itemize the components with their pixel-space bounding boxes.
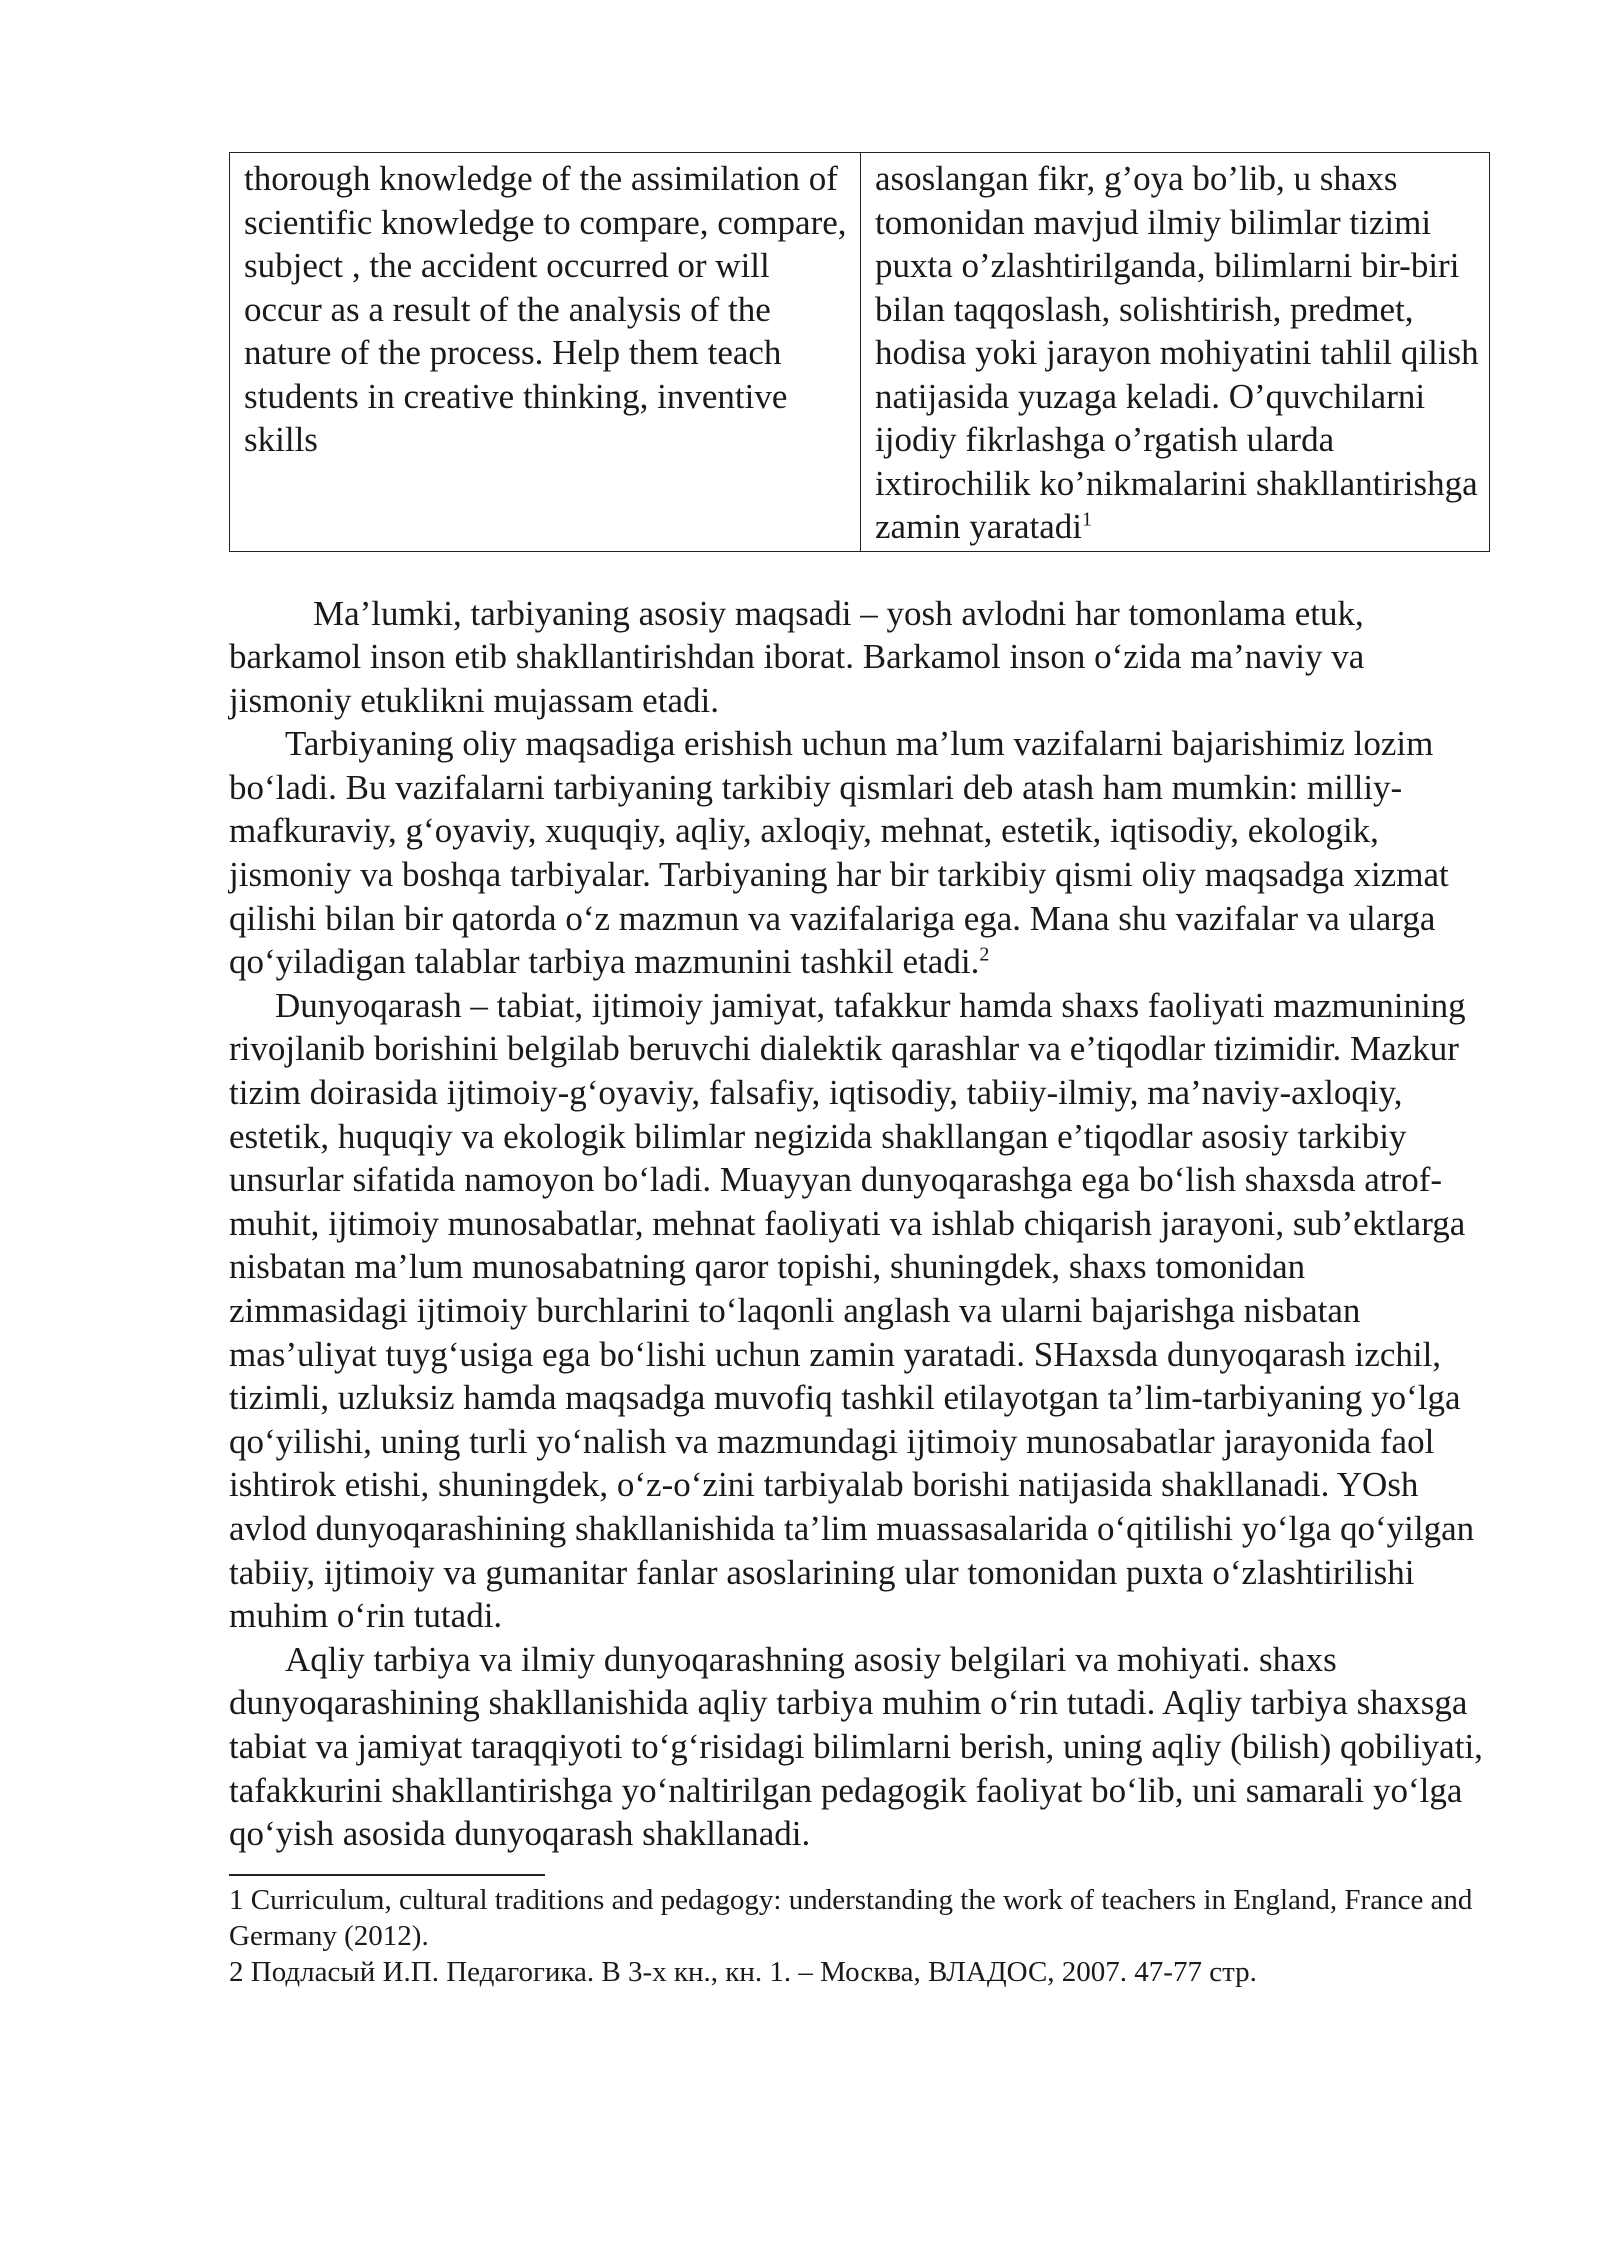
english-cell <box>230 153 861 552</box>
paragraph-4-text: Aqliy tarbiya va ilmiy dunyoqarashning asosiy belgilari va mohiyati. shaxs dunyoqarashining shakllanishida aqliy tarbiya muhim o‘rin tutadi. Aqliy tarbiya shaxsga tabiat va jamiyat taraqqiyoti to‘g‘risidagi bilimlarni berish, uning aqliy (bilish) qobiliyati, tafakkurini shakllantirishga yo‘naltirilgan pedagogik faoliyat bo‘lib, uni samarali yo‘lga qo‘yish asosida dunyoqarash shakllanadi. <box>229 1639 1483 1854</box>
uzbek-cell-text: asoslangan fikr, g’oya bo’lib, u shaxs tomonidan mavjud ilmiy bilimlar tizimi puxta o’zlashtirilganda, bilimlarni bir-biri bilan taqqoslash, solishtirish, predmet, hodisa yoki jarayon mohiyatini tahlil qilish natijasida yuzaga keladi. O’quvchilarni ijodiy fikrlashga o’rgatish ularda ixtirochilik ko’nikmalarini shakllantirishga zamin yaratadi <box>875 159 1479 546</box>
document-page <box>229 152 1490 1990</box>
footnote-1: 1 Curriculum, cultural traditions and pedagogy: understanding the work of teachers in England, France and Germany (2012). <box>229 1883 1473 1952</box>
paragraph-1 <box>229 592 1490 723</box>
body-text <box>229 592 1490 1856</box>
paragraph-2-text: Tarbiyaning oliy maqsadiga erishish uchun ma’lum vazifalarni bajarishimiz lozim bo‘ladi. Bu vazifalarni tarbiyaning tarkibiy qismlari deb atash ham mumkin: milliy-mafkuraviy, g‘oyaviy, xuquqiy, aqliy, axloqiy, mehnat, estetik, iqtisodiy, ekologik, jismoniy va boshqa tarbiyalar. Tarbiyaning har bir tarkibiy qismi oliy maqsadga xizmat qilishi bilan bir qatorda o‘z mazmun va vazifalariga ega. Mana shu vazifalar va ularga qo‘yiladigan talablar tarbiya mazmunini tashkil etadi. <box>229 724 1449 982</box>
uzbek-cell <box>861 153 1490 552</box>
paragraph-1-text: Ma’lumki, tarbiyaning asosiy maqsadi – yosh avlodni har tomonlama etuk, barkamol inson etib shakllantirishdan iborat. Barkamol inson o‘zida ma’naviy va jismoniy etuklikni mujassam etadi. <box>229 593 1365 720</box>
footnote-ref-2: 2 <box>979 943 990 966</box>
paragraph-3-text: Dunyoqarash – tabiat, ijtimoiy jamiyat, tafakkur hamda shaxs faoliyati mazmunining rivojlanib borishini belgilab beruvchi dialektik qarashlar va e’tiqodlar tizimidir. Mazkur tizim doirasida ijtimoiy-g‘oyaviy, falsafiy, iqtisodiy, tabiiy-ilmiy, ma’naviy-axloqiy, estetik, huquqiy va ekologik bilimlar negizida shakllangan e’tiqodlar asosiy tarkibiy unsurlar sifatida namoyon bo‘ladi. Muayyan dunyoqarashga ega bo‘lish shaxsda atrof-muhit, ijtimoiy munosabatlar, mehnat faoliyati va ishlab chiqarish jarayoni, sub’ektlarga nisbatan ma’lum munosabatning qaror topishi, shuningdek, shaxs tomonidan zimmasidagi ijtimoiy burchlarini to‘laqonli anglash va ularni bajarishga nisbatan mas’uliyat tuyg‘usiga ega bo‘lishi uchun zamin yaratadi. SHaxsda dunyoqarash izchil, tizimli, uzluksiz hamda maqsadga muvofiq tashkil etilayotgan ta’lim-tarbiyaning yo‘lga qo‘yilishi, uning turli yo‘nalish va mazmundagi ijtimoiy munosabatlar jarayonida faol ishtirok etishi, shuningdek, o‘z-o‘zini tarbiyalab borishi natijasida shakllanadi. YOsh avlod dunyoqarashining shakllanishida ta’lim muassasalarida o‘qitilishi yo‘lga qo‘yilgan tabiiy, ijtimoiy va gumanitar fanlar asoslarining ular tomonidan puxta o‘zlashtirilishi muhim o‘rin tutadi. <box>229 985 1475 1636</box>
footnote-ref-1: 1 <box>1081 508 1092 531</box>
footnotes <box>229 1882 1490 1990</box>
paragraph-4 <box>229 1638 1490 1856</box>
table-row <box>230 153 1490 552</box>
paragraph-2 <box>229 722 1490 984</box>
paragraph-3 <box>229 984 1490 1638</box>
english-cell-text: thorough knowledge of the assimilation of scientific knowledge to compare, compare, subject , the accident occurred or will occur as a result of the analysis of the nature of the process. Help them teach students in creative thinking, inventive skills <box>244 159 847 459</box>
footnote-2: 2 Подласый И.П. Педагогика. В 3-х кн., кн. 1. – Москва, ВЛАДОС, 2007. 47-77 стр. <box>229 1955 1257 1988</box>
footnote-separator <box>229 1874 545 1876</box>
translation-table <box>229 152 1490 552</box>
